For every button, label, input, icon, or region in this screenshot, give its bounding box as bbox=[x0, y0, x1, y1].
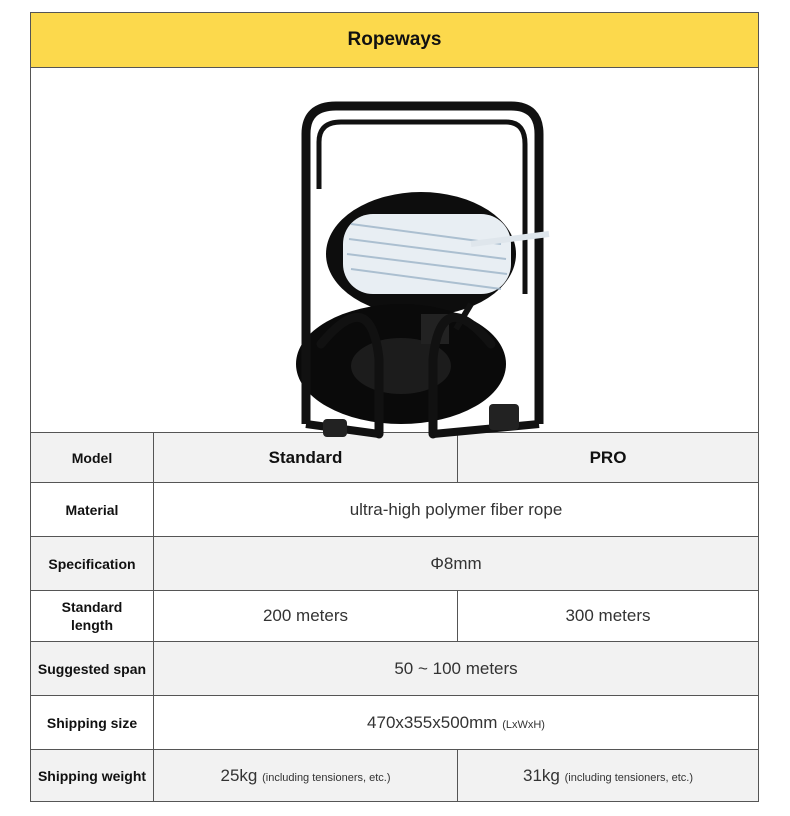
row-label bbox=[31, 591, 154, 642]
size-dimensions: 470x355x500mm bbox=[367, 712, 498, 732]
model-pro: PRO bbox=[458, 433, 759, 483]
table-row bbox=[31, 483, 759, 537]
row-label: Shipping size bbox=[31, 696, 154, 750]
table-row bbox=[31, 750, 759, 802]
table-row bbox=[31, 537, 759, 591]
material-value: ultra-high polymer fiber rope bbox=[154, 483, 759, 537]
spec-table bbox=[30, 432, 759, 802]
table-row bbox=[31, 642, 759, 696]
weight-value: 31kg bbox=[522, 765, 560, 785]
table-row bbox=[31, 433, 759, 483]
label-line: length bbox=[71, 617, 113, 633]
length-pro: 300 meters bbox=[458, 591, 759, 642]
row-label: Material bbox=[31, 483, 154, 537]
table-row bbox=[31, 591, 759, 642]
product-photo bbox=[30, 68, 759, 432]
label-line: Standard bbox=[61, 599, 123, 615]
model-standard: Standard bbox=[154, 433, 458, 483]
table-row bbox=[31, 696, 759, 750]
cable-reel-image bbox=[261, 94, 551, 439]
size-unit: (LxWxH) bbox=[502, 718, 545, 731]
weight-pro bbox=[458, 750, 759, 802]
page-title: Ropeways bbox=[30, 12, 759, 68]
row-label: Model bbox=[31, 433, 154, 483]
weight-note: (including tensioners, etc.) bbox=[262, 771, 391, 784]
span-value: 50 ~ 100 meters bbox=[154, 642, 759, 696]
spec-sheet bbox=[30, 12, 759, 802]
length-standard: 200 meters bbox=[154, 591, 458, 642]
shipping-size-value bbox=[154, 696, 759, 750]
weight-value: 25kg bbox=[220, 765, 258, 785]
weight-standard bbox=[154, 750, 458, 802]
specification-value: Φ8mm bbox=[154, 537, 759, 591]
weight-note: (including tensioners, etc.) bbox=[564, 771, 693, 784]
row-label: Suggested span bbox=[31, 642, 154, 696]
row-label: Shipping weight bbox=[31, 750, 154, 802]
row-label: Specification bbox=[31, 537, 154, 591]
